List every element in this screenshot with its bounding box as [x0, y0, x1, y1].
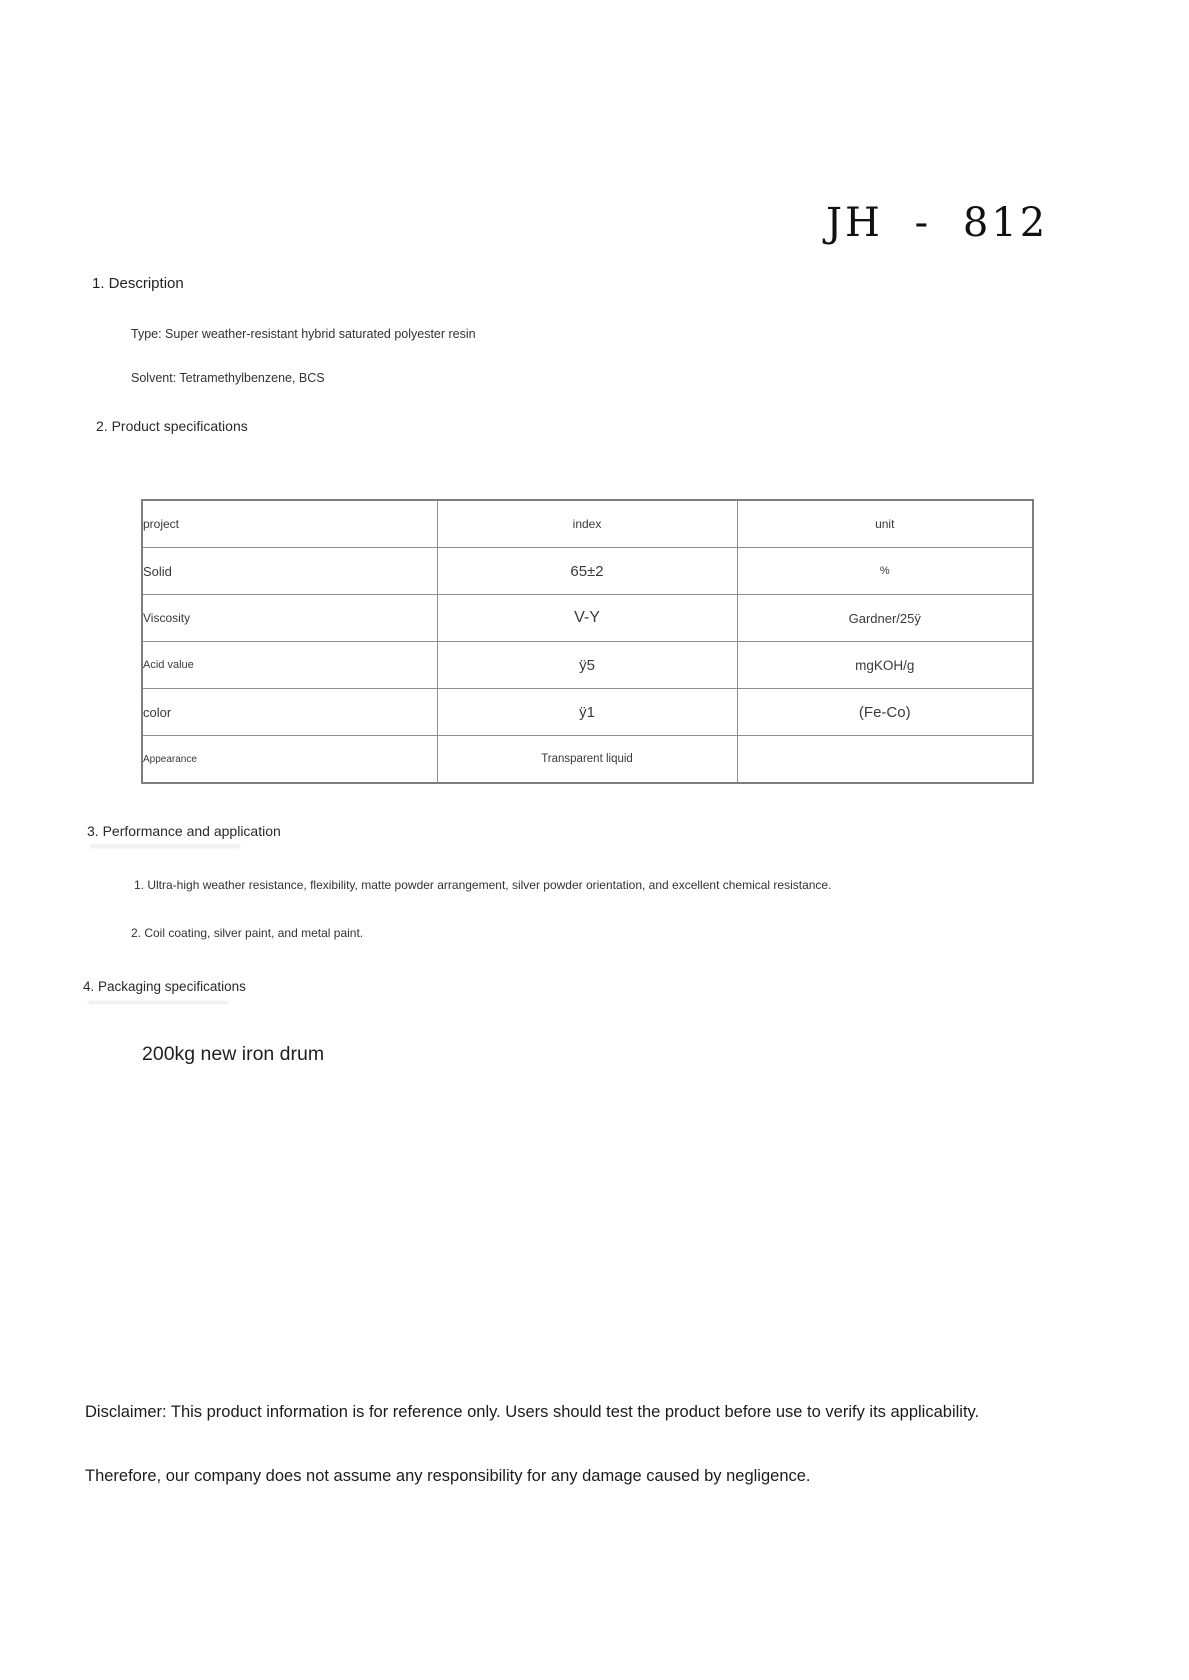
table-row: [142, 736, 1033, 784]
table-row: [142, 595, 1033, 642]
packaging-detail: 200kg new iron drum: [142, 1043, 325, 1065]
description-solvent-line: Solvent: Tetramethylbenzene, BCS: [131, 371, 325, 385]
header-cell-unit: unit: [737, 500, 1033, 548]
cell-acid-value-unit: mgKOH/g: [737, 642, 1033, 689]
section-description-heading: 1. Description: [92, 275, 184, 292]
table-row: [142, 642, 1033, 689]
cell-solid-name: Solid: [142, 548, 437, 595]
section-specifications-heading: 2. Product specifications: [96, 418, 248, 434]
table-header-row: [142, 500, 1033, 548]
scan-artifact: [90, 845, 240, 848]
header-cell-index: index: [437, 500, 737, 548]
scan-artifact: [88, 1001, 228, 1004]
cell-viscosity-name: Viscosity: [142, 595, 437, 642]
specifications-table: [141, 499, 1034, 784]
cell-color-unit: (Fe-Co): [737, 689, 1033, 736]
section-packaging-heading: 4. Packaging specifications: [83, 979, 246, 994]
section-performance-heading: 3. Performance and application: [87, 823, 281, 839]
cell-appearance-name: Appearance: [142, 736, 437, 784]
performance-item-1: 1. Ultra-high weather resistance, flexibility, matte powder arrangement, silver powder orientation, and excellent chemical resistance.: [134, 878, 832, 892]
cell-appearance-unit: [737, 736, 1033, 784]
header-cell-project: project: [142, 500, 437, 548]
cell-solid-index: 65±2: [437, 548, 737, 595]
cell-acid-value-name: Acid value: [142, 642, 437, 689]
cell-appearance-index: Transparent liquid: [437, 736, 737, 784]
cell-acid-value-index: ÿ5: [437, 642, 737, 689]
table-row: [142, 548, 1033, 595]
performance-item-2: 2. Coil coating, silver paint, and metal paint.: [131, 926, 364, 940]
cell-color-index: ÿ1: [437, 689, 737, 736]
cell-viscosity-unit: Gardner/25ÿ: [737, 595, 1033, 642]
disclaimer-line-1: Disclaimer: This product information is for reference only. Users should test the product before use to verify its applicability.: [85, 1403, 980, 1421]
table-row: [142, 689, 1033, 736]
description-type-line: Type: Super weather-resistant hybrid saturated polyester resin: [131, 327, 476, 341]
cell-solid-unit: %: [737, 548, 1033, 595]
cell-viscosity-index: V-Y: [437, 595, 737, 642]
product-title: JH - 812: [826, 200, 1049, 246]
cell-color-name: color: [142, 689, 437, 736]
disclaimer-line-2: Therefore, our company does not assume any responsibility for any damage caused by negligence.: [85, 1467, 811, 1485]
